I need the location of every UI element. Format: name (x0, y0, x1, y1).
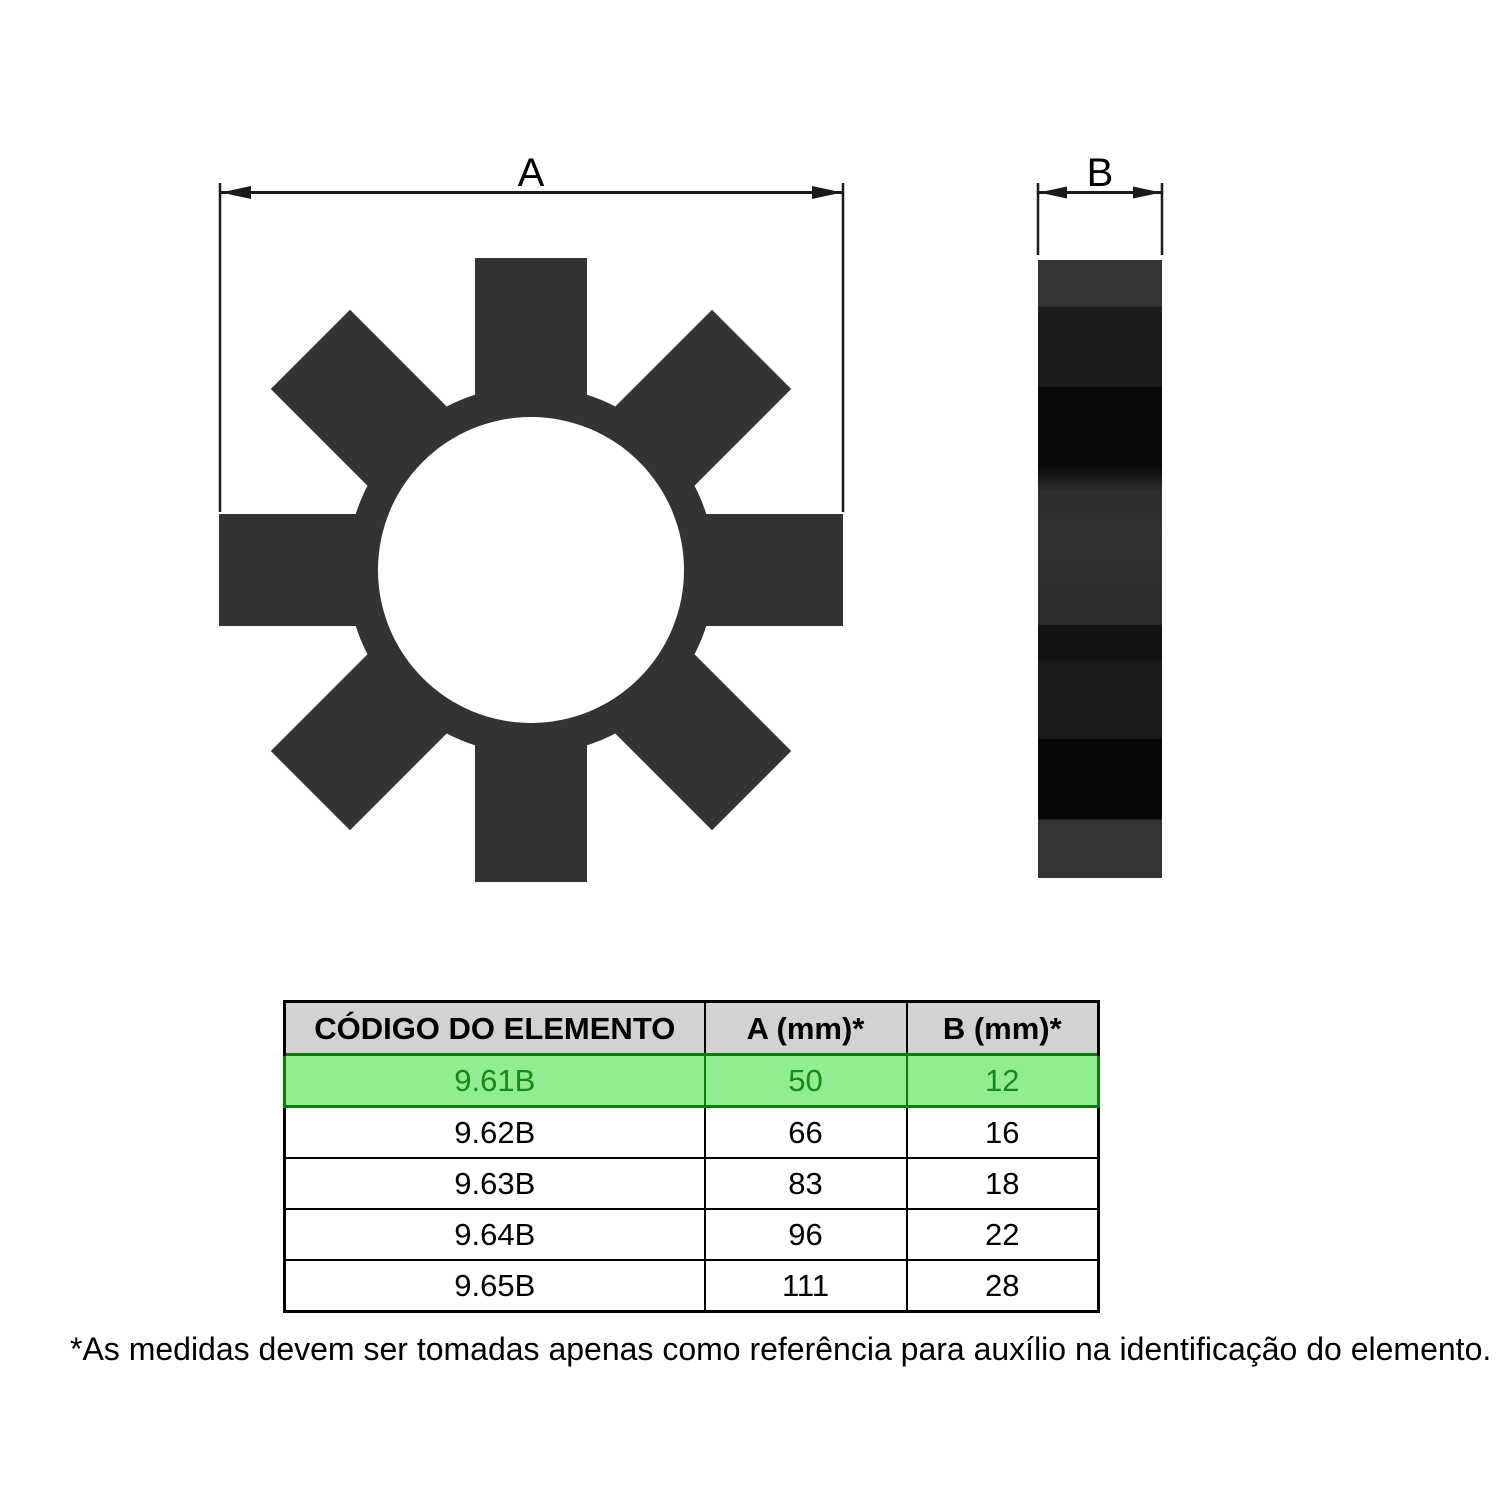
cell-b-mm: 16 (907, 1107, 1099, 1159)
table-row-highlighted (285, 1055, 1099, 1107)
header-cell-codigo: CÓDIGO DO ELEMENTO (285, 1002, 705, 1055)
side-view-body (1038, 260, 1162, 878)
cell-codigo: 9.64B (285, 1209, 705, 1260)
element-tooth (219, 514, 391, 626)
cell-b-mm: 28 (907, 1260, 1099, 1312)
bore-hole (378, 417, 684, 723)
front-view (219, 151, 843, 882)
table-row (285, 1260, 1099, 1312)
cell-codigo: 9.62B (285, 1107, 705, 1159)
cell-a-mm: 96 (705, 1209, 907, 1260)
table-header-row (285, 1002, 1099, 1055)
table-row (285, 1158, 1099, 1209)
header-cell-a-mm: A (mm)* (705, 1002, 907, 1055)
element-tooth (671, 514, 843, 626)
element-tooth (475, 258, 587, 430)
header-cell-b-mm: B (mm)* (907, 1002, 1099, 1055)
table-row (285, 1209, 1099, 1260)
cell-b-mm: 18 (907, 1158, 1099, 1209)
dimension-b-label: B (1086, 151, 1114, 195)
dimension-b-arrow-right (1133, 187, 1161, 199)
cell-codigo: 9.63B (285, 1158, 705, 1209)
cell-a-mm: 66 (705, 1107, 907, 1159)
dimension-a-arrow-left (221, 186, 251, 199)
spider-element-silhouette (219, 258, 843, 882)
dimension-a-label: A (517, 151, 545, 195)
cell-codigo: 9.65B (285, 1260, 705, 1312)
dimensions-table (283, 1000, 1100, 1313)
cell-a-mm: 111 (705, 1260, 907, 1312)
cell-b-mm: 12 (907, 1055, 1099, 1107)
table-row (285, 1107, 1099, 1159)
cell-b-mm: 22 (907, 1209, 1099, 1260)
cell-a-mm: 50 (705, 1055, 907, 1107)
cell-a-mm: 83 (705, 1158, 907, 1209)
cell-codigo: 9.61B (285, 1055, 705, 1107)
side-view (1038, 151, 1162, 878)
element-tooth (475, 710, 587, 882)
footnote: *As medidas devem ser tomadas apenas como referência para auxílio na identificação do elemento. (70, 1331, 1492, 1367)
dimension-a-arrow-right (812, 186, 842, 199)
dimension-b-arrow-left (1039, 187, 1067, 199)
